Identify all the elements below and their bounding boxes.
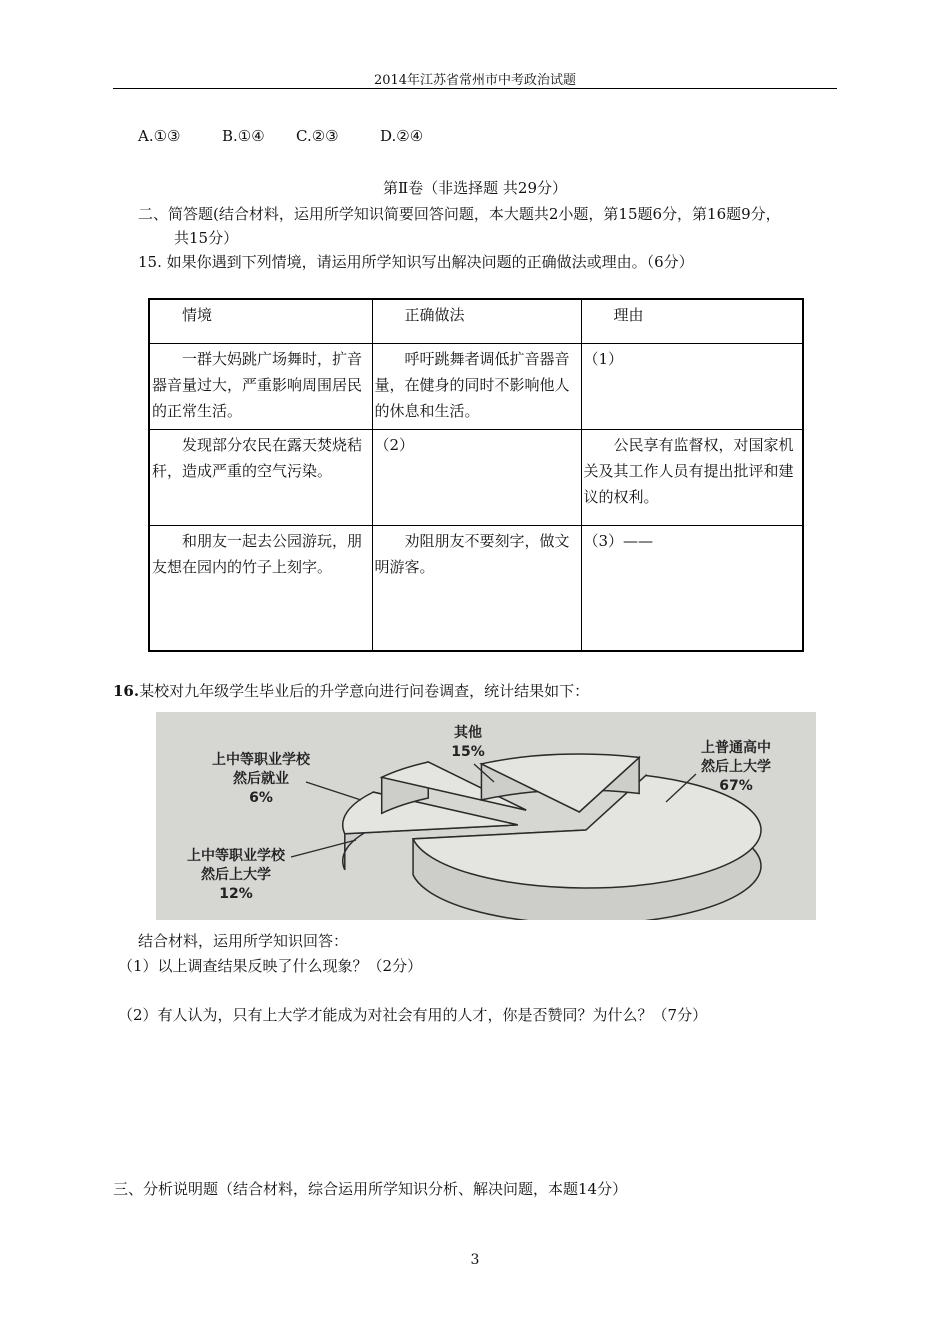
pie-slice-label: 6% — [249, 790, 273, 806]
pie-chart-svg — [156, 712, 816, 920]
section2-instruction-line1: 二、简答题(结合材料，运用所学知识简要回答问题，本大题共2小题，第15题6分，第16题9分， — [138, 205, 781, 223]
table-header-action: 正确做法 — [372, 299, 581, 343]
section2-title: 第Ⅱ卷（非选择题 共29分） — [382, 179, 568, 197]
q16-sub2: （2）有人认为，只有上大学才能成为对社会有用的人才，你是否赞同？为什么？（7分） — [118, 1006, 708, 1024]
table-cell: 发现部分农民在露天焚烧秸秆，造成严重的空气污染。 — [149, 429, 372, 525]
q16-prompt-text: 某校对九年级学生毕业后的升学意向进行问卷调查，统计结果如下： — [139, 682, 590, 700]
table-cell: （1） — [581, 343, 803, 429]
q16-material: 结合材料，运用所学知识回答： — [138, 932, 349, 950]
option-b: B.①④ — [222, 127, 265, 145]
table-cell: 劝阻朋友不要刻字，做文明游客。 — [372, 525, 581, 651]
pie-slice-label: 然后就业 — [233, 771, 289, 787]
q16-sub1: （1）以上调查结果反映了什么现象？（2分） — [118, 957, 423, 975]
table-cell: 呼吁跳舞者调低扩音器音量，在健身的同时不影响他人的休息和生活。 — [372, 343, 581, 429]
page-number: 3 — [470, 1252, 480, 1268]
table-cell: （3）—— — [581, 525, 803, 651]
q16-prompt — [113, 680, 589, 701]
pie-slice-label: 上普通高中 — [701, 740, 771, 756]
option-c: C.②③ — [296, 127, 339, 145]
table-row — [149, 429, 803, 525]
table-row — [149, 525, 803, 651]
pie-slice-label: 然后上大学 — [201, 867, 271, 883]
table-cell: （2） — [372, 429, 581, 525]
section3-title: 三、分析说明题（结合材料，综合运用所学知识分析、解决问题，本题14分） — [113, 1180, 628, 1198]
table-header-reason: 理由 — [581, 299, 803, 343]
table-cell: 和朋友一起去公园游玩，朋友想在园内的竹子上刻字。 — [149, 525, 372, 651]
pie-slice-label: 12% — [219, 886, 253, 902]
situation-table — [148, 298, 802, 650]
page-header-title: 2014年江苏省常州市中考政治试题 — [373, 73, 577, 88]
table-header-situation: 情境 — [149, 299, 372, 343]
pie-slice-label: 其他 — [454, 725, 482, 741]
pie-slice-label: 上中等职业学校 — [212, 752, 310, 768]
table-cell: 公民享有监督权，对国家机关及其工作人员有提出批评和建议的权利。 — [581, 429, 803, 525]
header-rule — [113, 88, 837, 89]
section2-instruction-line2: 共15分） — [174, 229, 239, 247]
pie-chart — [156, 712, 816, 920]
pie-slice-label: 15% — [451, 744, 485, 760]
pie-slice-label: 然后上大学 — [701, 759, 771, 775]
q16-number: 16. — [113, 682, 140, 700]
option-d: D.②④ — [380, 127, 424, 145]
table-row — [149, 343, 803, 429]
pie-slice-label: 上中等职业学校 — [187, 848, 285, 864]
pie-slice-label: 67% — [719, 778, 753, 794]
q15-prompt: 15. 如果你遇到下列情境，请运用所学知识写出解决问题的正确做法或理由。（6分） — [138, 253, 694, 271]
option-a: A.①③ — [138, 127, 181, 145]
table-cell: 一群大妈跳广场舞时，扩音器音量过大，严重影响周围居民的正常生活。 — [149, 343, 372, 429]
